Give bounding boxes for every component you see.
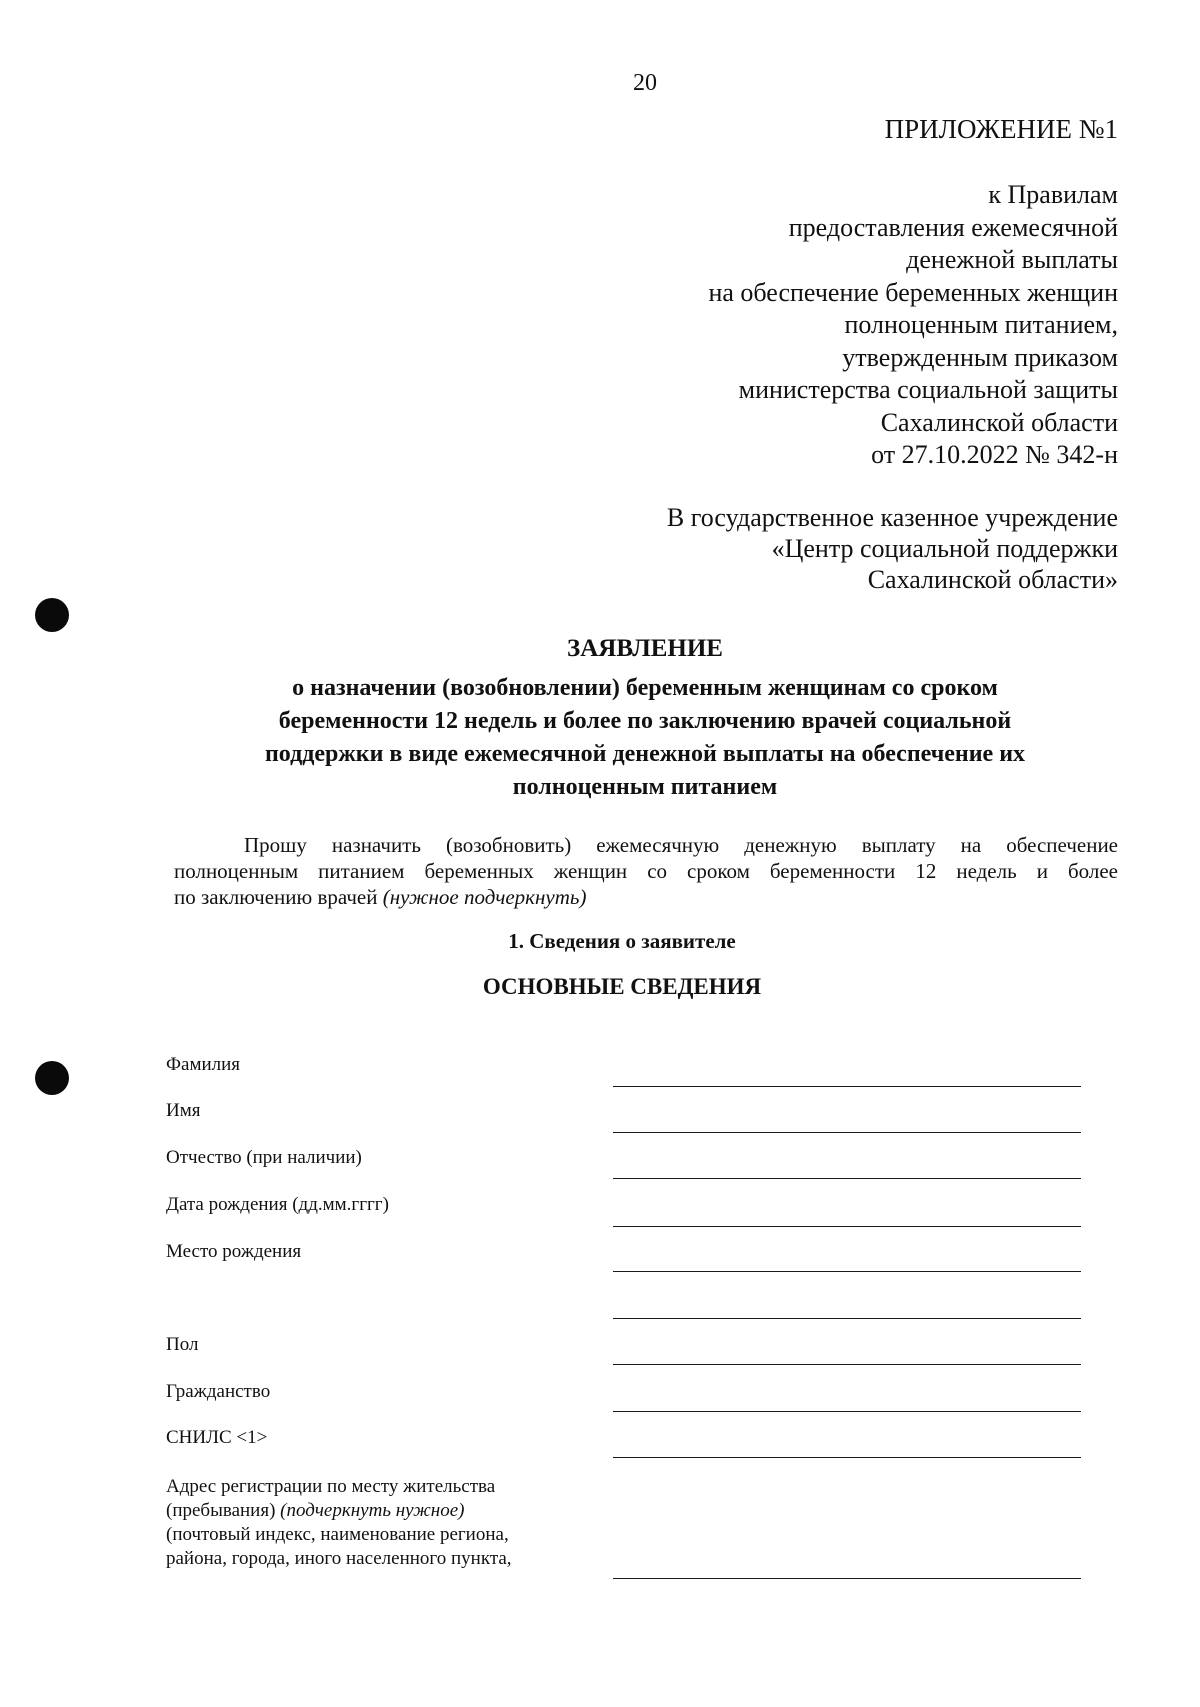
address-prefix: (пребывания) bbox=[166, 1500, 281, 1521]
address-label-line: (почтовый индекс, наименование региона, bbox=[166, 1524, 509, 1545]
approval-line: денежной выплаты bbox=[906, 245, 1118, 274]
surname-field[interactable] bbox=[613, 1086, 1081, 1087]
birth-place-label: Место рождения bbox=[166, 1241, 302, 1262]
addressee-block bbox=[667, 502, 1118, 595]
approval-line: предоставления ежемесячной bbox=[788, 212, 1118, 242]
approval-line: на обеспечение беременных женщин bbox=[708, 277, 1118, 307]
citizenship-field[interactable] bbox=[613, 1411, 1081, 1412]
approval-line: министерства социальной защиты bbox=[738, 375, 1118, 404]
approval-line: утвержденным приказом bbox=[842, 342, 1118, 372]
address-label bbox=[166, 1475, 512, 1571]
patronymic-field[interactable] bbox=[613, 1178, 1081, 1179]
citizenship-label: Гражданство bbox=[166, 1381, 271, 1402]
subtitle-line: беременности 12 недель и более по заключению врачей социальной bbox=[278, 708, 1012, 734]
sex-field[interactable] bbox=[613, 1364, 1081, 1365]
request-line bbox=[174, 884, 1118, 910]
approval-reference-block bbox=[708, 179, 1118, 472]
address-label-line bbox=[166, 1499, 512, 1523]
sex-label: Пол bbox=[166, 1334, 199, 1355]
patronymic-label: Отчество (при наличии) bbox=[166, 1147, 362, 1168]
request-line: Прошу назначить (возобновить) ежемесячную денежную выплату на обеспечение bbox=[244, 833, 1118, 857]
address-field[interactable] bbox=[613, 1578, 1081, 1579]
snils-field[interactable] bbox=[613, 1457, 1081, 1458]
document-subtitle bbox=[170, 672, 1120, 804]
first-name-label: Имя bbox=[166, 1100, 201, 1121]
punch-hole-upper bbox=[35, 598, 69, 632]
snils-label: СНИЛС <1> bbox=[166, 1427, 268, 1448]
addressee-line: «Центр социальной поддержки bbox=[771, 534, 1118, 563]
addressee-line: Сахалинской области» bbox=[867, 565, 1118, 594]
request-paragraph bbox=[174, 832, 1118, 910]
subtitle-line: поддержки в виде ежемесячной денежной выплаты на обеспечение их bbox=[264, 741, 1026, 767]
request-note: (нужное подчеркнуть) bbox=[382, 885, 587, 909]
document-title: ЗАЯВЛЕНИЕ bbox=[567, 635, 723, 662]
appendix-title: ПРИЛОЖЕНИЕ №1 bbox=[884, 114, 1118, 144]
surname-label: Фамилия bbox=[166, 1054, 241, 1075]
address-label-line: района, города, иного населенного пункта, bbox=[166, 1548, 512, 1569]
address-label-line: Адрес регистрации по месту жительства bbox=[166, 1476, 496, 1497]
subsection-heading: ОСНОВНЫЕ СВЕДЕНИЯ bbox=[482, 974, 762, 999]
subtitle-line: полноценным питанием bbox=[512, 774, 778, 800]
approval-line: полноценным питанием, bbox=[844, 310, 1118, 339]
request-text: по заключению врачей bbox=[174, 885, 378, 909]
punch-hole-lower bbox=[35, 1061, 69, 1095]
birth-place-field[interactable] bbox=[613, 1271, 1081, 1272]
approval-line: Сахалинской области bbox=[880, 407, 1118, 437]
page-number: 20 bbox=[633, 70, 657, 96]
birth-place-field-extra[interactable] bbox=[613, 1318, 1081, 1319]
addressee-line: В государственное казенное учреждение bbox=[666, 503, 1118, 532]
address-note: (подчеркнуть нужное) bbox=[280, 1500, 465, 1521]
birth-date-field[interactable] bbox=[613, 1226, 1081, 1227]
first-name-field[interactable] bbox=[613, 1132, 1081, 1133]
birth-date-label: Дата рождения (дд.мм.гггг) bbox=[166, 1194, 389, 1215]
approval-line: от 27.10.2022 № 342-н bbox=[871, 440, 1118, 469]
section-heading: 1. Сведения о заявителе bbox=[508, 929, 736, 953]
approval-line: к Правилам bbox=[988, 180, 1118, 209]
request-line: полноценным питанием беременных женщин со сроком беременности 12 недель и более bbox=[174, 859, 1118, 883]
subtitle-line: о назначении (возобновлении) беременным женщинам со сроком bbox=[292, 675, 998, 701]
